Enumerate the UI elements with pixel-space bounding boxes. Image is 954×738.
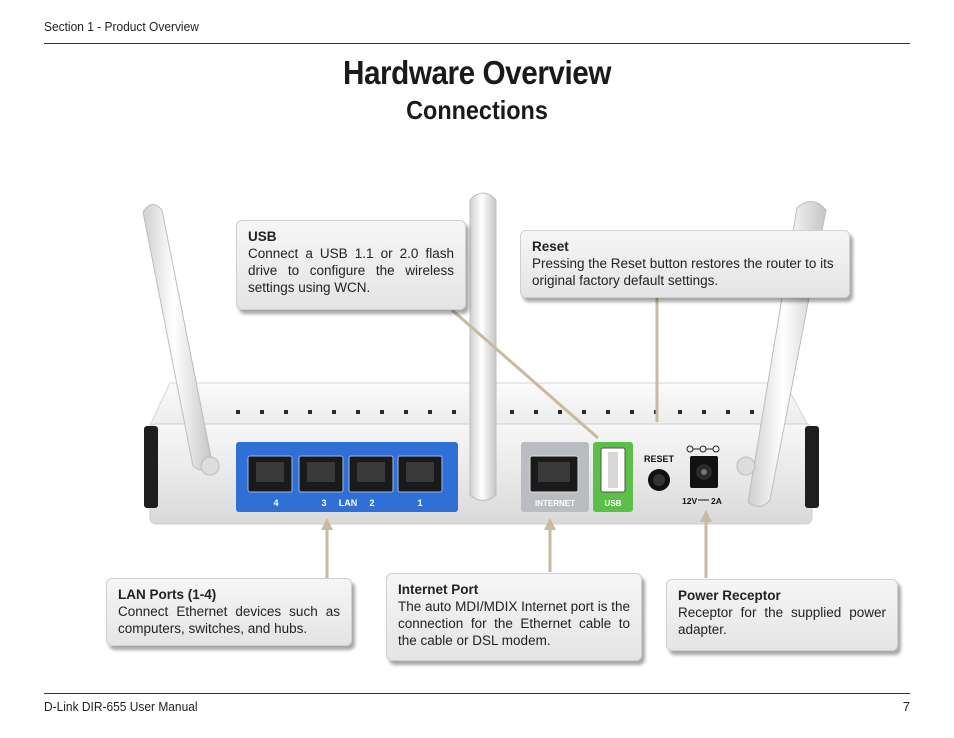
callout-power [666, 579, 898, 651]
callout-power-body: Receptor for the supplied power adapter. [678, 605, 886, 637]
internet-label: INTERNET [535, 499, 575, 508]
footer-divider [44, 693, 910, 694]
usb-label: USB [604, 499, 622, 508]
callout-lan-title: LAN Ports (1-4) [118, 587, 217, 602]
lan-port-2[interactable] [349, 456, 393, 492]
callout-lan [106, 578, 352, 646]
reset-label: RESET [643, 454, 675, 464]
callout-internet-body: The auto MDI/MDIX Internet port is the connection for the Ethernet cable to the cable or DSL modem. [398, 599, 630, 648]
lan-port-3-label: 3 [321, 498, 327, 508]
lan-panel [236, 442, 458, 512]
callout-lan-body: Connect Ethernet devices such as computers, switches, and hubs. [118, 604, 340, 636]
callout-internet [386, 573, 642, 661]
lan-port-4-label: 4 [273, 498, 279, 508]
callout-power-title: Power Receptor [678, 588, 781, 603]
callout-usb-body: Connect a USB 1.1 or 2.0 flash drive to configure the wireless settings using WCN. [248, 246, 454, 295]
internet-port[interactable] [530, 456, 578, 492]
callout-internet-title: Internet Port [398, 582, 479, 597]
page-subtitle: Connections [406, 95, 548, 125]
lan-port-1-label: 1 [417, 498, 423, 508]
power-voltage-label: 12V [682, 496, 698, 506]
lan-port-3[interactable] [299, 456, 343, 492]
internet-panel [521, 442, 589, 512]
page-title: Hardware Overview [342, 54, 612, 91]
callout-usb [236, 220, 466, 310]
usb-panel [593, 442, 633, 512]
lan-label: LAN [338, 498, 358, 508]
power-receptor[interactable] [690, 456, 718, 488]
footer-manual-title: D-Link DIR-655 User Manual [44, 699, 198, 714]
callout-usb-title: USB [248, 229, 277, 244]
usb-port[interactable] [601, 448, 625, 492]
lan-port-4[interactable] [248, 456, 292, 492]
callout-reset [520, 230, 850, 298]
callout-reset-title: Reset [532, 239, 569, 254]
lan-port-1[interactable] [398, 456, 442, 492]
page-number: 7 [902, 699, 910, 714]
section-header: Section 1 - Product Overview [44, 19, 199, 34]
callout-reset-body: Pressing the Reset button restores the router to its original factory default settings. [532, 256, 834, 288]
lan-port-2-label: 2 [369, 498, 375, 508]
power-current-label: 2A [711, 496, 722, 506]
